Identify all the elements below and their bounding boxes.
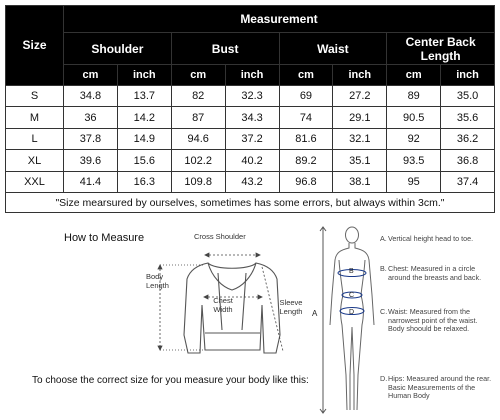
marker-d: D (349, 309, 355, 316)
how-to-measure-title: How to Measure (64, 232, 145, 244)
bust-header: Bust (171, 32, 279, 65)
value-cell: 14.2 (117, 107, 171, 129)
legend-text: Chest: Measured in a circle around the breasts and back. (388, 264, 482, 282)
unit-cm: cm (171, 65, 225, 85)
value-cell: 93.5 (387, 150, 441, 172)
value-cell: 16.3 (117, 171, 171, 193)
value-cell: 37.8 (64, 128, 118, 150)
value-cell: 41.4 (64, 171, 118, 193)
value-cell: 90.5 (387, 107, 441, 129)
sleeve-length-label: Sleeve Length (279, 298, 303, 316)
legend-item-c (380, 308, 492, 334)
value-cell: 81.6 (279, 128, 333, 150)
size-chart-table (5, 5, 495, 213)
value-cell: 109.8 (171, 171, 225, 193)
legend-item-b (380, 265, 492, 282)
legend-text: Hips: Measured around the rear. Basic Measurements of the Human Body (388, 374, 492, 401)
marker-a: A (312, 309, 318, 318)
center-back-length-header: Center Back Length (387, 32, 495, 65)
unit-cm: cm (279, 65, 333, 85)
table-row (6, 85, 495, 107)
value-cell: 32.1 (333, 128, 387, 150)
legend-text: Waist: Measured from the narrowest point of the waist. Body shoould be relaxed. (388, 307, 478, 334)
body-figure (330, 227, 374, 410)
value-cell: 14.9 (117, 128, 171, 150)
marker-b: B (349, 268, 354, 275)
value-cell: 94.6 (171, 128, 225, 150)
unit-inch: inch (333, 65, 387, 85)
value-cell: 87 (171, 107, 225, 129)
value-cell: 89 (387, 85, 441, 107)
value-cell: 39.6 (64, 150, 118, 172)
legend-item-d (380, 375, 492, 401)
value-cell: 36.8 (441, 150, 495, 172)
unit-cm: cm (387, 65, 441, 85)
size-cell: L (6, 128, 64, 150)
value-cell: 37.2 (225, 128, 279, 150)
value-cell: 95 (387, 171, 441, 193)
value-cell: 102.2 (171, 150, 225, 172)
measure-instruction: To choose the correct size for you measure your body like this: (32, 375, 309, 386)
value-cell: 92 (387, 128, 441, 150)
value-cell: 35.0 (441, 85, 495, 107)
unit-inch: inch (441, 65, 495, 85)
value-cell: 13.7 (117, 85, 171, 107)
value-cell: 15.6 (117, 150, 171, 172)
value-cell: 34.8 (64, 85, 118, 107)
value-cell: 37.4 (441, 171, 495, 193)
legend-key: A. (380, 234, 387, 243)
value-cell: 82 (171, 85, 225, 107)
value-cell: 43.2 (225, 171, 279, 193)
waist-header: Waist (279, 32, 387, 65)
size-cell: XXL (6, 171, 64, 193)
body-length-label: Body Length (146, 272, 169, 290)
value-cell: 35.6 (441, 107, 495, 129)
table-row (6, 171, 495, 193)
chest-width-label: Chest Width (213, 296, 233, 314)
value-cell: 29.1 (333, 107, 387, 129)
value-cell: 38.1 (333, 171, 387, 193)
legend-key: D. (380, 374, 388, 383)
value-cell: 40.2 (225, 150, 279, 172)
value-cell: 69 (279, 85, 333, 107)
value-cell: 36.2 (441, 128, 495, 150)
size-cell: M (6, 107, 64, 129)
table-row (6, 107, 495, 129)
legend-item-a (380, 235, 492, 244)
shoulder-header: Shoulder (64, 32, 172, 65)
legend-key: C. (380, 307, 388, 316)
value-cell: 89.2 (279, 150, 333, 172)
table-row (6, 150, 495, 172)
value-cell: 74 (279, 107, 333, 129)
size-header: Size (6, 6, 64, 86)
value-cell: 32.3 (225, 85, 279, 107)
size-cell: XL (6, 150, 64, 172)
measurement-header: Measurement (64, 6, 495, 33)
value-cell: 34.3 (225, 107, 279, 129)
legend-text: Vertical height head to toe. (388, 234, 474, 243)
unit-inch: inch (117, 65, 171, 85)
cross-shoulder-label: Cross Shoulder (194, 232, 246, 241)
unit-inch: inch (225, 65, 279, 85)
measurement-note: "Size mearsured by ourselves, sometimes has some errors, but always within 3cm." (6, 193, 495, 213)
legend-key: B. (380, 264, 387, 273)
size-cell: S (6, 85, 64, 107)
value-cell: 96.8 (279, 171, 333, 193)
marker-c: C (349, 292, 355, 299)
table-row (6, 128, 495, 150)
value-cell: 36 (64, 107, 118, 129)
value-cell: 35.1 (333, 150, 387, 172)
body-measure-lines (320, 227, 366, 413)
unit-cm: cm (64, 65, 118, 85)
value-cell: 27.2 (333, 85, 387, 107)
